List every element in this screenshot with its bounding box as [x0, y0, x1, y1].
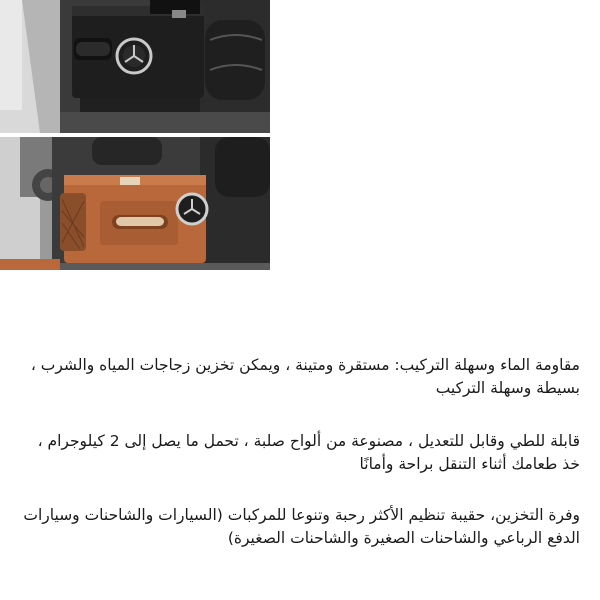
description-paragraph-1: مقاومة الماء وسهلة التركيب: مستقرة ومتينة ، ويمكن تخزين زجاجات المياه والشرب ، بسيطة وسهلة التركيب	[30, 355, 580, 397]
description-paragraph-2: قابلة للطي وقابل للتعديل ، مصنوعة من ألواح صلبة ، تحمل ما يصل إلى 2 كيلوجرام ، خذ طعامك أثناء التنقل براحة وأمانًا	[37, 431, 580, 473]
description-paragraph-3: وفرة التخزين، حقيبة تنظيم الأكثر رحبة وتنوعا للمركبات (السيارات والشاحنات وسيارات الدفع الرباعي والشاحنات الصغيرة والشاحنات الصغيرة)	[23, 505, 580, 547]
product-photo-black-organizer	[0, 0, 270, 133]
product-photo-brown-organizer	[0, 137, 270, 270]
